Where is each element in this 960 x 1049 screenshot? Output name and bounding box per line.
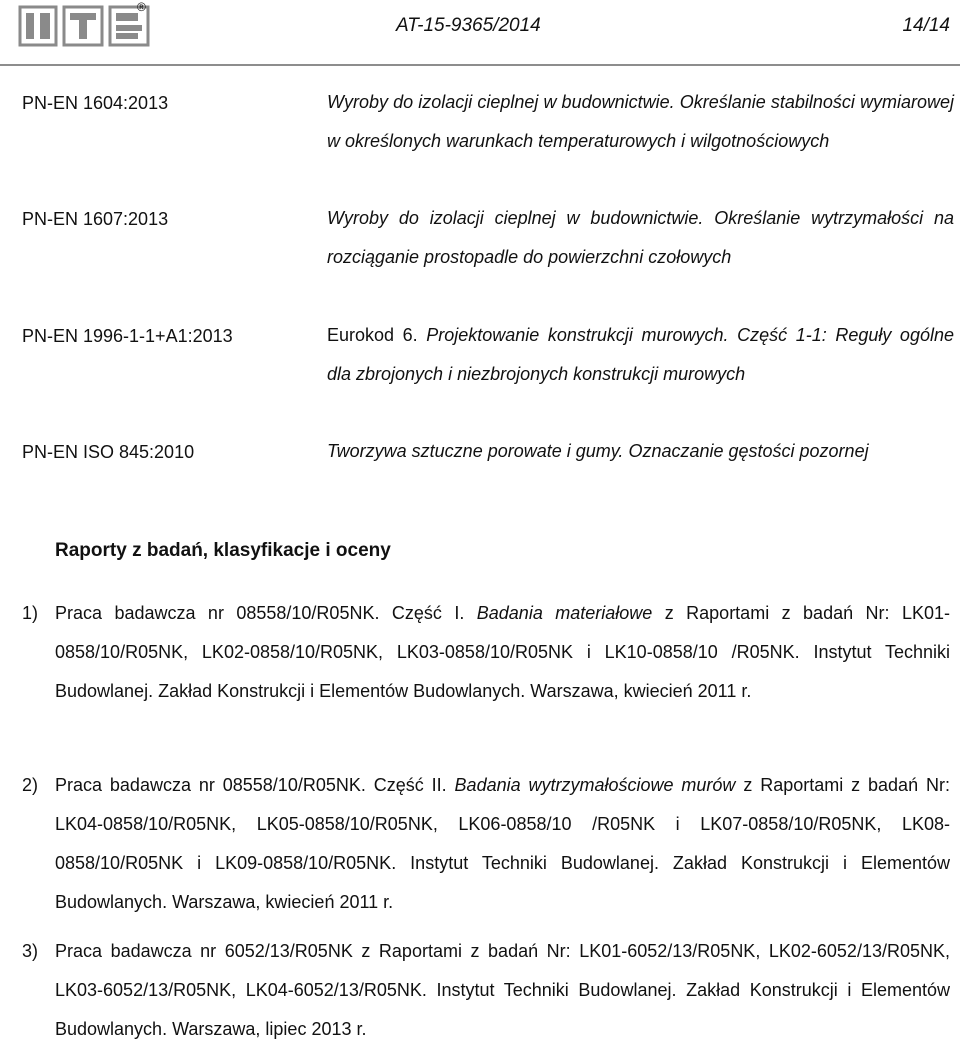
reference-number: 1): [22, 603, 39, 623]
standard-entry: [22, 442, 954, 471]
page-number: 14/14: [902, 15, 950, 36]
itb-logo: [18, 5, 150, 47]
reference-item: [22, 594, 950, 711]
header-divider: [0, 64, 960, 66]
registered-trademark: ®: [137, 0, 146, 14]
standard-entry: [22, 93, 954, 161]
standard-code: PN-EN ISO 845:2010: [22, 442, 195, 462]
standard-entry: [22, 209, 954, 277]
reference-item: [22, 932, 950, 1049]
reference-number: 2): [22, 775, 39, 795]
standard-title: Wyroby do izolacji cieplnej w budownictwie. Określanie stabilności wymiarowej w określonych warunkach temperaturowych i wilgotnościowych: [327, 92, 954, 151]
reference-text: Praca badawcza nr 6052/13/R05NK z Raportami z badań Nr: LK01-6052/13/R05NK, LK02-6052/13/R05NK, LK03-6052/13/R05NK, LK04-6052/13/R05NK. Instytut Techniki Budowlanej. Zakład Konstrukcji i Elementów Budowlanych. Warszawa, lipiec 2013 r.: [55, 941, 950, 1039]
standard-code: PN-EN 1604:2013: [22, 93, 169, 113]
standard-code: PN-EN 1996-1-1+A1:2013: [22, 326, 233, 346]
reference-text: Praca badawcza nr 08558/10/R05NK. Część II. Badania wytrzymałościowe murów z Raportami z badań Nr: LK04-0858/10/R05NK, LK05-0858/10/R05NK, LK06-0858/10 /R05NK i LK07-0858/10/R05NK, LK08-0858/10/R05NK i LK09-0858/10/R05NK. Instytut Techniki Budowlanej. Zakład Konstrukcji i Elementów Budowlanych. Warszawa, kwiecień 2011 r.: [55, 775, 950, 912]
reference-text: Praca badawcza nr 08558/10/R05NK. Część I. Badania materiałowe z Raportami z badań Nr: LK01-0858/10/R05NK, LK02-0858/10/R05NK, LK03-0858/10/R05NK i LK10-0858/10 /R05NK. Instytut Techniki Budowlanej. Zakład Konstrukcji i Elementów Budowlanych. Warszawa, kwiecień 2011 r.: [55, 603, 950, 701]
standard-title: Tworzywa sztuczne porowate i gumy. Oznaczanie gęstości pozornej: [327, 441, 869, 461]
standard-code: PN-EN 1607:2013: [22, 209, 169, 229]
section-heading: Raporty z badań, klasyfikacje i oceny: [55, 540, 391, 561]
standard-title: Eurokod 6. Projektowanie konstrukcji murowych. Część 1-1: Reguły ogólne dla zbrojonych i niezbrojonych konstrukcji murowych: [327, 325, 954, 384]
reference-item: [22, 766, 950, 922]
document-number: AT-15-9365/2014: [396, 15, 541, 36]
reference-number: 3): [22, 941, 39, 961]
standard-entry: [22, 326, 954, 394]
standard-title: Wyroby do izolacji cieplnej w budownictwie. Określanie wytrzymałości na rozciąganie prostopadle do powierzchni czołowych: [327, 208, 954, 267]
